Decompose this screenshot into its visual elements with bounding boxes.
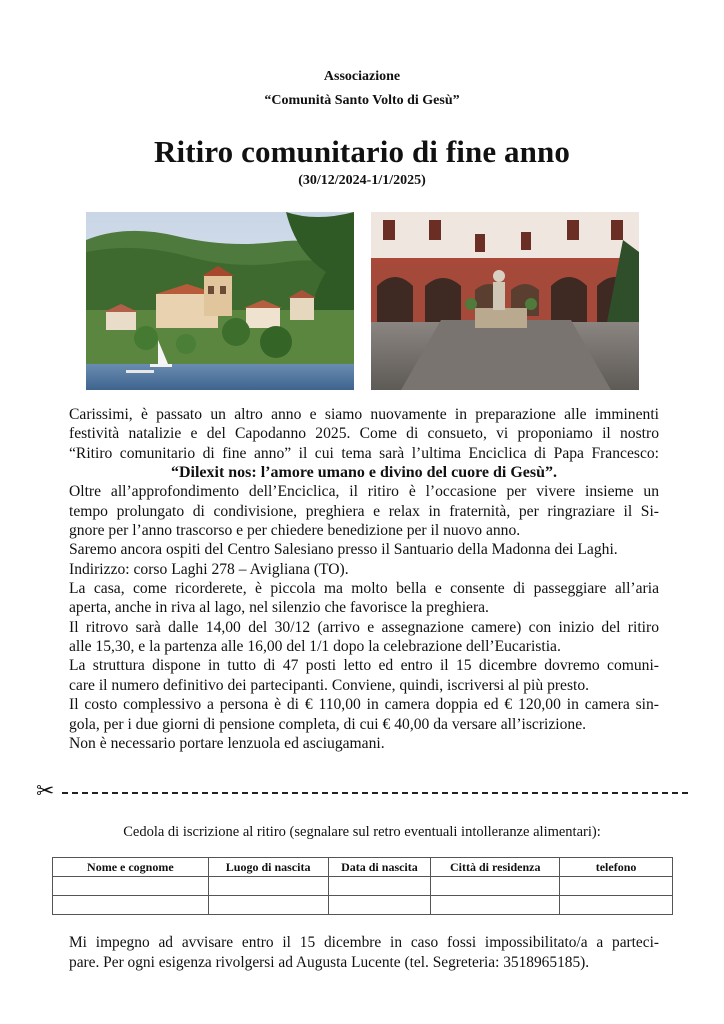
body-line: La casa, come ricorderete, è piccola ma molto bella e consente di passeggiare all’aria <box>69 580 659 598</box>
scissors-icon: ✂ <box>36 779 55 804</box>
body-line: Indirizzo: corso Laghi 278 – Avigliana (TO). <box>69 560 349 578</box>
registration-table <box>52 857 673 915</box>
retreat-theme: “Dilexit nos: l’amore umano e divino del cuore di Gesù”. <box>170 464 558 482</box>
closing-line: pare. Per ogni esigenza rivolgersi ad Augusta Lucente (tel. Segreteria: 3518965185). <box>69 953 590 971</box>
body-line: festività natalizie e del Capodanno 2025. Come di consueto, vi proponiamo il nostro <box>69 425 659 443</box>
body-line: Oltre all’approfondimento dell’Enciclica, il ritiro è l’occasione per vivere insieme un <box>69 483 659 501</box>
column-header-birthdate: Data di nascita <box>328 858 431 877</box>
birthdate-cell[interactable] <box>328 877 431 896</box>
column-header-name: Nome e cognome <box>53 858 209 877</box>
table-header-row <box>53 858 673 877</box>
table-row <box>53 877 673 896</box>
column-header-birthplace: Luogo di nascita <box>208 858 328 877</box>
closing-note <box>69 933 659 972</box>
column-header-phone: telefono <box>560 858 673 877</box>
closing-line: Mi impegno ad avvisare entro il 15 dicembre in caso fossi impossibilitato/a a parteci- <box>69 934 659 951</box>
body-line: alle 15,30, e la partenza alle 16,00 del 1/1 dopo la celebrazione dell’Eucaristia. <box>69 638 561 656</box>
column-header-city: Città di residenza <box>431 858 560 877</box>
birthplace-cell[interactable] <box>208 877 328 896</box>
phone-cell[interactable] <box>560 877 673 896</box>
cloister-courtyard-photo <box>371 212 639 390</box>
name-cell[interactable] <box>53 877 209 896</box>
body-line: care il numero definitivo dei partecipanti. Conviene, quindi, iscriversi al più presto. <box>69 676 590 694</box>
body-line: Non è necessario portare lenzuola ed asciugamani. <box>69 734 385 752</box>
body-line: Saremo ancora ospiti del Centro Salesiano presso il Santuario della Madonna dei Laghi. <box>69 541 618 559</box>
letter-body <box>69 405 659 753</box>
body-line: Il ritrovo sarà dalle 14,00 del 30/12 (arrivo e assegnazione camere) con inizio del ritiro <box>69 618 659 636</box>
lake-village-photo <box>86 212 354 390</box>
dashed-divider <box>62 792 688 794</box>
body-line: gola, per i due giorni di pensione completa, di cui € 40,00 da versare all’iscrizione. <box>69 715 587 733</box>
page-title: Ritiro comunitario di fine anno <box>154 134 570 169</box>
birthdate-cell[interactable] <box>328 896 431 915</box>
table-row <box>53 896 673 915</box>
body-line: Carissimi, è passato un altro anno e siamo nuovamente in preparazione alle imminenti <box>69 406 659 423</box>
registration-form-title: Cedola di iscrizione al ritiro (segnalare sul retro eventuali intolleranze alimentari): <box>123 824 601 840</box>
association-label: Associazione <box>323 69 401 84</box>
cut-line <box>36 780 688 804</box>
city-cell[interactable] <box>431 896 560 915</box>
event-dates: (30/12/2024-1/1/2025) <box>298 173 426 188</box>
name-cell[interactable] <box>53 896 209 915</box>
phone-cell[interactable] <box>560 896 673 915</box>
body-line: La struttura dispone in tutto di 47 posti letto ed entro il 15 dicembre dovremo comuni- <box>69 657 659 675</box>
birthplace-cell[interactable] <box>208 896 328 915</box>
body-line: aperta, anche in riva al lago, nel silenzio che favorisce la preghiera. <box>69 599 489 617</box>
body-line: “Ritiro comunitario di fine anno” il cui tema sarà l’ultima Enciclica di Papa Francesco: <box>69 444 659 462</box>
body-line: gnore per l’anno trascorso e per chiedere benedizione per il nuovo anno. <box>69 522 521 540</box>
body-line: Il costo complessivo a persona è di € 110,00 in camera doppia ed € 120,00 in camera sin- <box>69 696 659 714</box>
body-line: tempo prolungato di condivisione, preghiera e relax in fraternità, per ringraziare il Si- <box>69 502 659 520</box>
city-cell[interactable] <box>431 877 560 896</box>
association-name: “Comunità Santo Volto di Gesù” <box>264 93 460 108</box>
